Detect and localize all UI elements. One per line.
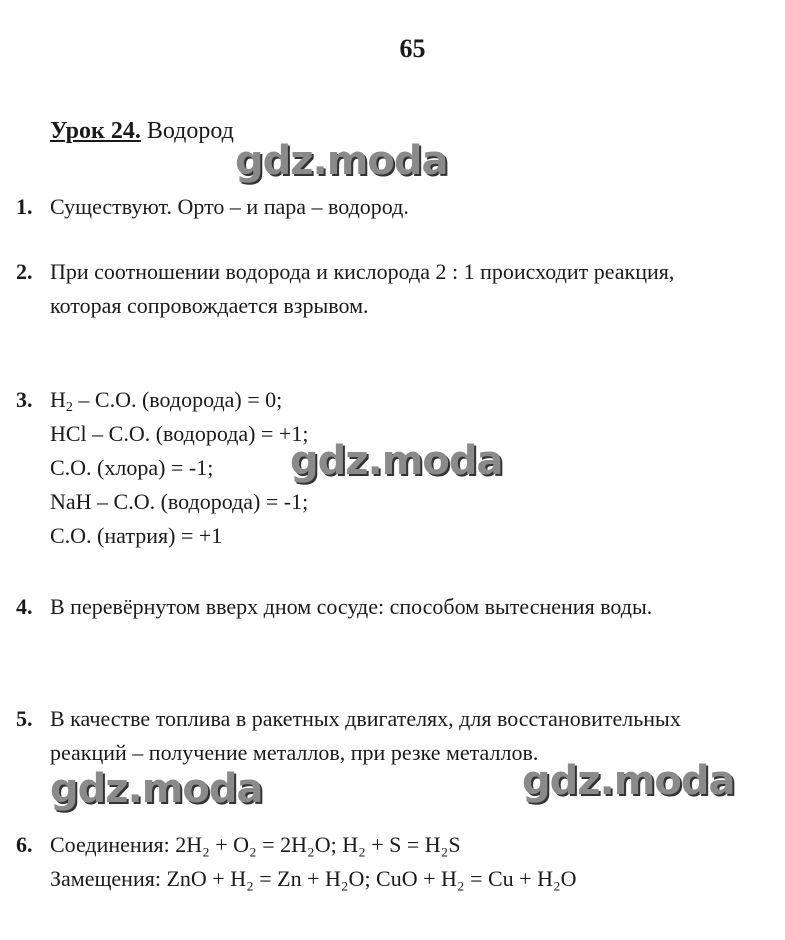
watermark: gdz.moda	[522, 758, 735, 804]
item-line: NaH – С.О. (водорода) = -1;	[50, 489, 309, 514]
item-line: Существуют. Орто – и пара – водород.	[50, 194, 409, 219]
item-line	[50, 383, 308, 417]
item-line: В качестве топлива в ракетных двигателях, для восстановительных	[50, 706, 681, 731]
watermark: gdz.moda	[50, 766, 263, 812]
item-number: 6.	[16, 832, 33, 857]
lesson-label: Урок 24.	[50, 118, 141, 144]
formula-subscript: 2	[65, 400, 73, 415]
lesson-title	[50, 118, 234, 145]
item-number: 2.	[16, 259, 33, 284]
lesson-topic: Водород	[146, 118, 234, 144]
item-line: Соединения: 2H₂ + O₂ = 2H₂O; H₂ + S = H₂S	[50, 832, 461, 857]
item-line: HCl – С.О. (водорода) = +1;	[50, 421, 309, 446]
page-number: 65	[399, 34, 426, 63]
watermark: gdz.moda	[235, 138, 448, 184]
item-line: В перевёрнутом вверх дном сосуде: способом вытеснения воды.	[50, 594, 653, 619]
item-line: С.О. (хлора) = -1;	[50, 455, 214, 480]
item-number: 1.	[16, 194, 33, 219]
item-line: которая сопровождается взрывом.	[50, 293, 369, 318]
item-number: 4.	[16, 594, 33, 619]
formula-rest: – С.О. (водорода) = 0;	[72, 387, 283, 412]
item-line: реакций – получение металлов, при резке металлов.	[50, 740, 539, 765]
item-line: При соотношении водорода и кислорода 2 : 1 происходит реакция,	[50, 259, 675, 284]
item-line: Замещения: ZnO + H₂ = Zn + H₂O; CuO + H₂ = Cu + H₂O	[50, 866, 577, 891]
formula-element: H	[50, 387, 66, 412]
item-number: 5.	[16, 706, 33, 731]
item-number: 3.	[16, 387, 33, 412]
watermark: gdz.moda	[290, 438, 503, 484]
item-line: С.О. (натрия) = +1	[50, 523, 223, 548]
